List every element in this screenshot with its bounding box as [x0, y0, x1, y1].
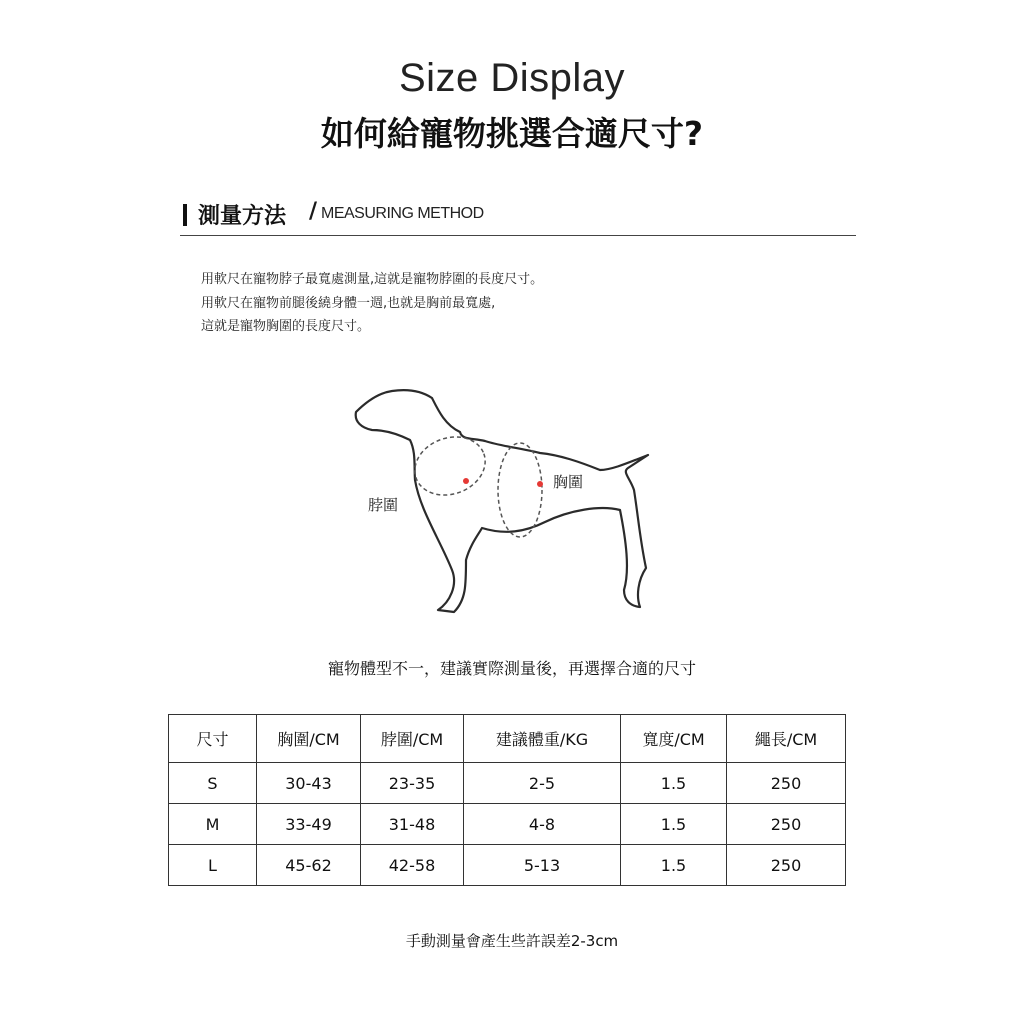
chest-marker	[537, 481, 543, 487]
table-row	[169, 763, 846, 804]
section-divider	[180, 235, 856, 236]
table-row	[169, 804, 846, 845]
table-cell: 250	[727, 804, 846, 845]
neck-marker	[463, 478, 469, 484]
table-cell: 250	[727, 763, 846, 804]
header-length: 繩長/CM	[727, 715, 846, 763]
chest-girth-label: 胸圍	[553, 473, 584, 491]
table-cell: 42-58	[361, 845, 464, 886]
description-line: 這就是寵物胸圍的長度尺寸。	[201, 319, 371, 334]
header-neck: 脖圍/CM	[361, 715, 464, 763]
measurement-error-footnote: 手動測量會產生些許誤差2-3cm	[405, 932, 619, 950]
dog-outline	[356, 390, 648, 612]
table-cell: 33-49	[257, 804, 361, 845]
table-cell: 23-35	[361, 763, 464, 804]
section-title-slash: /	[309, 199, 318, 224]
section-title-en: MEASURING METHOD	[321, 205, 484, 222]
table-cell: 5-13	[464, 845, 621, 886]
section-title-zh: 測量方法	[198, 204, 287, 229]
section-marker-bar	[183, 204, 187, 226]
table-header-row	[169, 715, 846, 763]
table-cell: 30-43	[257, 763, 361, 804]
table-cell: 2-5	[464, 763, 621, 804]
neck-measure-loop	[407, 427, 494, 504]
size-chart-table	[168, 714, 846, 886]
table-cell: 1.5	[621, 845, 727, 886]
chest-measure-loop	[498, 443, 542, 537]
header-size: 尺寸	[169, 715, 257, 763]
table-cell: 1.5	[621, 804, 727, 845]
table-row	[169, 845, 846, 886]
neck-girth-label: 脖圍	[368, 496, 399, 514]
table-cell: 250	[727, 845, 846, 886]
page-title-zh: 如何給寵物挑選合適尺寸?	[320, 114, 704, 153]
description-line: 用軟尺在寵物脖子最寬處測量,這就是寵物脖圍的長度尺寸。	[201, 272, 544, 287]
header-width: 寬度/CM	[621, 715, 727, 763]
table-cell: 45-62	[257, 845, 361, 886]
description-line: 用軟尺在寵物前腿後繞身體一週,也就是胸前最寬處,	[201, 296, 496, 311]
header-weight: 建議體重/KG	[464, 715, 621, 763]
measure-advice-note: 寵物體型不一，建議實際測量後，再選擇合適的尺寸	[327, 659, 696, 678]
table-cell: 4-8	[464, 804, 621, 845]
page-title-en: Size Display	[398, 56, 626, 100]
table-cell: 31-48	[361, 804, 464, 845]
table-cell: S	[169, 763, 257, 804]
table-cell: M	[169, 804, 257, 845]
table-cell: 1.5	[621, 763, 727, 804]
table-cell: L	[169, 845, 257, 886]
header-chest: 胸圍/CM	[257, 715, 361, 763]
